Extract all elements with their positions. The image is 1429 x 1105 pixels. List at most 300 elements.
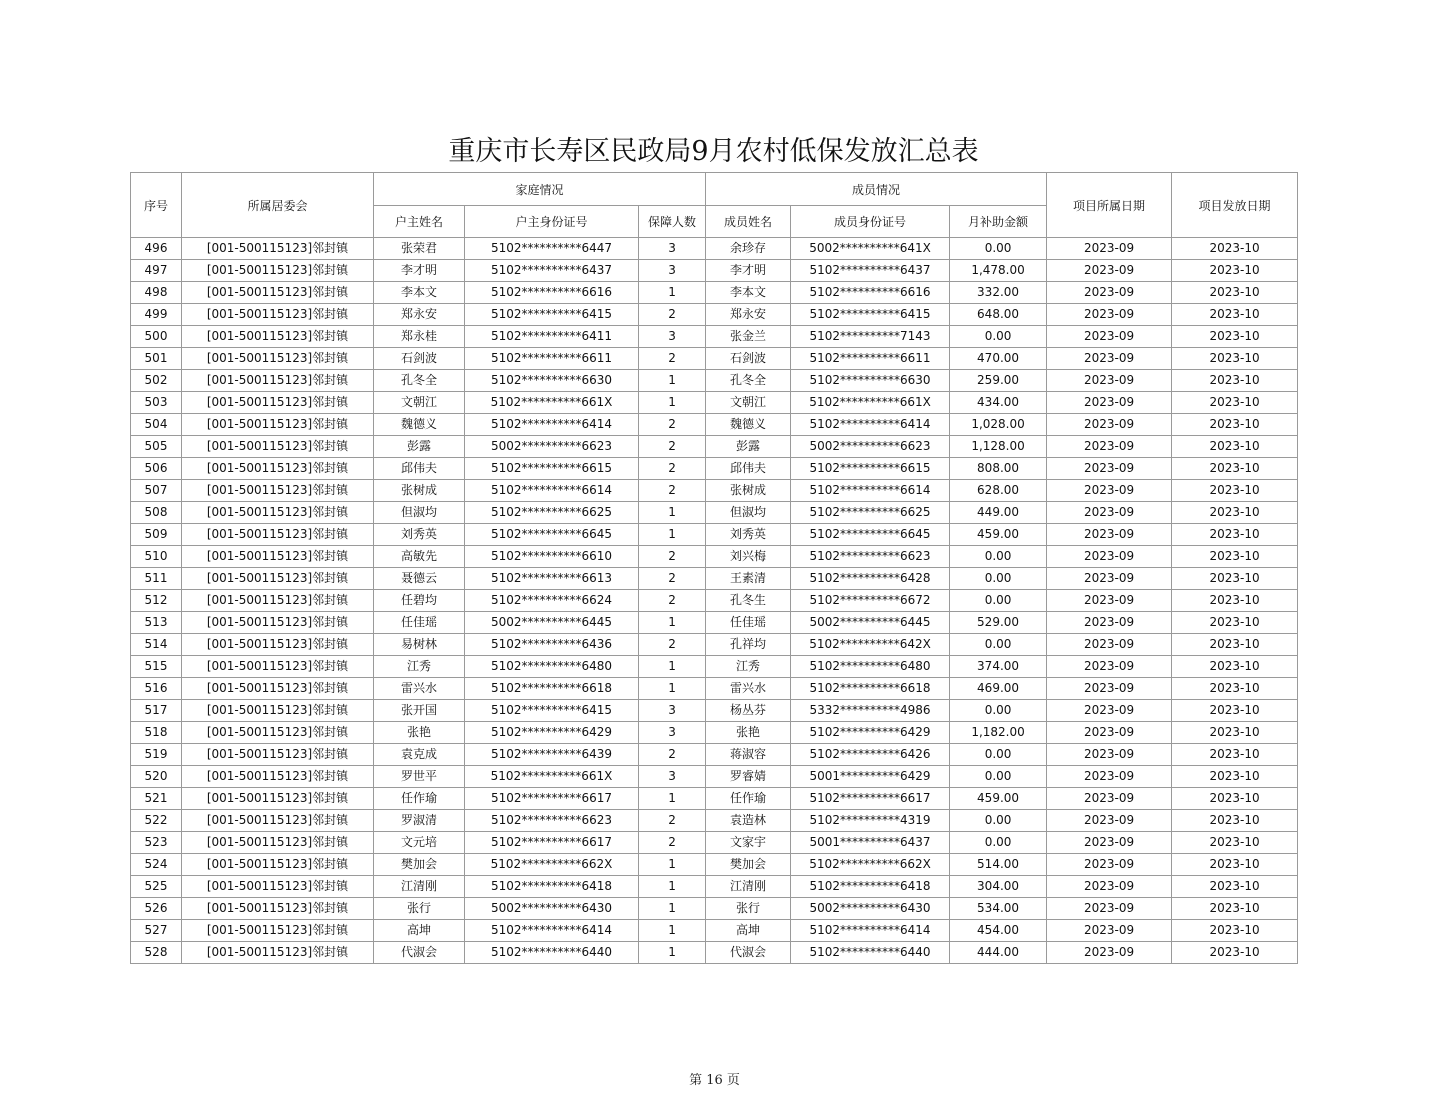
cell-seq: 520 — [131, 766, 182, 788]
table-row — [131, 414, 1298, 436]
cell-project-date: 2023-09 — [1047, 524, 1172, 546]
cell-member-name: 张艳 — [706, 722, 791, 744]
cell-seq: 511 — [131, 568, 182, 590]
cell-member-name: 任佳瑶 — [706, 612, 791, 634]
cell-committee: [001-500115123]邻封镇 — [182, 326, 374, 348]
cell-member-name: 王素清 — [706, 568, 791, 590]
cell-householder-name: 代淑会 — [374, 942, 465, 964]
table-row — [131, 920, 1298, 942]
cell-seq: 507 — [131, 480, 182, 502]
cell-covered-count: 2 — [639, 436, 706, 458]
cell-issue-date: 2023-10 — [1172, 656, 1298, 678]
cell-householder-name: 邱伟夫 — [374, 458, 465, 480]
cell-committee: [001-500115123]邻封镇 — [182, 678, 374, 700]
cell-householder-name: 文元培 — [374, 832, 465, 854]
cell-project-date: 2023-09 — [1047, 304, 1172, 326]
cell-householder-name: 任佳瑶 — [374, 612, 465, 634]
cell-monthly-amount: 0.00 — [950, 634, 1047, 656]
cell-issue-date: 2023-10 — [1172, 326, 1298, 348]
table-row — [131, 634, 1298, 656]
cell-covered-count: 3 — [639, 722, 706, 744]
table-row — [131, 568, 1298, 590]
header-seq: 序号 — [131, 173, 182, 238]
cell-covered-count: 1 — [639, 282, 706, 304]
cell-householder-name: 江秀 — [374, 656, 465, 678]
cell-member-id: 5102**********6480 — [791, 656, 950, 678]
cell-committee: [001-500115123]邻封镇 — [182, 590, 374, 612]
cell-project-date: 2023-09 — [1047, 348, 1172, 370]
cell-householder-name: 雷兴水 — [374, 678, 465, 700]
cell-monthly-amount: 0.00 — [950, 326, 1047, 348]
cell-householder-name: 江清刚 — [374, 876, 465, 898]
table-row — [131, 590, 1298, 612]
cell-seq: 503 — [131, 392, 182, 414]
cell-issue-date: 2023-10 — [1172, 348, 1298, 370]
cell-project-date: 2023-09 — [1047, 898, 1172, 920]
cell-project-date: 2023-09 — [1047, 414, 1172, 436]
cell-monthly-amount: 459.00 — [950, 788, 1047, 810]
cell-committee: [001-500115123]邻封镇 — [182, 524, 374, 546]
cell-member-id: 5102**********6429 — [791, 722, 950, 744]
cell-monthly-amount: 454.00 — [950, 920, 1047, 942]
cell-seq: 512 — [131, 590, 182, 612]
cell-member-id: 5102**********6415 — [791, 304, 950, 326]
cell-householder-id: 5102**********6645 — [465, 524, 639, 546]
cell-issue-date: 2023-10 — [1172, 744, 1298, 766]
cell-member-id: 5102**********6617 — [791, 788, 950, 810]
cell-issue-date: 2023-10 — [1172, 700, 1298, 722]
table-row — [131, 832, 1298, 854]
cell-householder-name: 张树成 — [374, 480, 465, 502]
cell-committee: [001-500115123]邻封镇 — [182, 788, 374, 810]
cell-member-name: 罗睿婧 — [706, 766, 791, 788]
cell-project-date: 2023-09 — [1047, 634, 1172, 656]
cell-monthly-amount: 529.00 — [950, 612, 1047, 634]
cell-monthly-amount: 449.00 — [950, 502, 1047, 524]
cell-issue-date: 2023-10 — [1172, 766, 1298, 788]
cell-seq: 501 — [131, 348, 182, 370]
cell-member-id: 5102**********6437 — [791, 260, 950, 282]
cell-monthly-amount: 470.00 — [950, 348, 1047, 370]
cell-seq: 523 — [131, 832, 182, 854]
cell-issue-date: 2023-10 — [1172, 260, 1298, 282]
cell-monthly-amount: 808.00 — [950, 458, 1047, 480]
table-row — [131, 656, 1298, 678]
cell-member-id: 5102**********6440 — [791, 942, 950, 964]
cell-seq: 527 — [131, 920, 182, 942]
cell-member-id: 5102**********6645 — [791, 524, 950, 546]
cell-householder-id: 5102**********6429 — [465, 722, 639, 744]
cell-seq: 505 — [131, 436, 182, 458]
cell-project-date: 2023-09 — [1047, 436, 1172, 458]
cell-issue-date: 2023-10 — [1172, 876, 1298, 898]
cell-householder-name: 石剑波 — [374, 348, 465, 370]
cell-householder-name: 张开国 — [374, 700, 465, 722]
cell-covered-count: 2 — [639, 744, 706, 766]
cell-householder-name: 易树林 — [374, 634, 465, 656]
cell-householder-name: 樊加会 — [374, 854, 465, 876]
cell-committee: [001-500115123]邻封镇 — [182, 810, 374, 832]
cell-monthly-amount: 648.00 — [950, 304, 1047, 326]
cell-issue-date: 2023-10 — [1172, 282, 1298, 304]
cell-monthly-amount: 0.00 — [950, 766, 1047, 788]
cell-covered-count: 1 — [639, 612, 706, 634]
cell-covered-count: 1 — [639, 678, 706, 700]
cell-member-id: 5001**********6429 — [791, 766, 950, 788]
cell-committee: [001-500115123]邻封镇 — [182, 480, 374, 502]
cell-issue-date: 2023-10 — [1172, 920, 1298, 942]
cell-householder-id: 5102**********6437 — [465, 260, 639, 282]
cell-committee: [001-500115123]邻封镇 — [182, 942, 374, 964]
cell-issue-date: 2023-10 — [1172, 304, 1298, 326]
header-project-date: 项目所属日期 — [1047, 173, 1172, 238]
cell-householder-id: 5102**********6611 — [465, 348, 639, 370]
cell-project-date: 2023-09 — [1047, 810, 1172, 832]
cell-seq: 509 — [131, 524, 182, 546]
cell-monthly-amount: 1,028.00 — [950, 414, 1047, 436]
table-row — [131, 612, 1298, 634]
cell-seq: 504 — [131, 414, 182, 436]
cell-project-date: 2023-09 — [1047, 700, 1172, 722]
cell-member-id: 5102**********6611 — [791, 348, 950, 370]
cell-member-name: 郑永安 — [706, 304, 791, 326]
cell-project-date: 2023-09 — [1047, 502, 1172, 524]
cell-issue-date: 2023-10 — [1172, 238, 1298, 260]
cell-member-name: 杨丛芬 — [706, 700, 791, 722]
cell-householder-name: 袁克成 — [374, 744, 465, 766]
cell-project-date: 2023-09 — [1047, 326, 1172, 348]
cell-covered-count: 2 — [639, 414, 706, 436]
cell-issue-date: 2023-10 — [1172, 590, 1298, 612]
cell-covered-count: 1 — [639, 854, 706, 876]
cell-member-id: 5001**********6437 — [791, 832, 950, 854]
cell-householder-id: 5102**********6630 — [465, 370, 639, 392]
cell-householder-name: 文朝江 — [374, 392, 465, 414]
cell-covered-count: 2 — [639, 304, 706, 326]
cell-member-id: 5102**********6615 — [791, 458, 950, 480]
cell-monthly-amount: 469.00 — [950, 678, 1047, 700]
cell-member-id: 5102**********6672 — [791, 590, 950, 612]
table-row — [131, 260, 1298, 282]
cell-member-id: 5102**********662X — [791, 854, 950, 876]
table-row — [131, 876, 1298, 898]
cell-seq: 514 — [131, 634, 182, 656]
cell-member-name: 蒋淑容 — [706, 744, 791, 766]
cell-householder-id: 5102**********6418 — [465, 876, 639, 898]
cell-member-name: 张树成 — [706, 480, 791, 502]
cell-covered-count: 2 — [639, 810, 706, 832]
cell-member-id: 5102**********6418 — [791, 876, 950, 898]
cell-householder-id: 5102**********6610 — [465, 546, 639, 568]
cell-member-name: 樊加会 — [706, 854, 791, 876]
cell-committee: [001-500115123]邻封镇 — [182, 458, 374, 480]
cell-householder-name: 刘秀英 — [374, 524, 465, 546]
cell-committee: [001-500115123]邻封镇 — [182, 700, 374, 722]
cell-householder-name: 郑永桂 — [374, 326, 465, 348]
cell-issue-date: 2023-10 — [1172, 832, 1298, 854]
cell-householder-name: 聂德云 — [374, 568, 465, 590]
cell-householder-id: 5102**********6617 — [465, 788, 639, 810]
cell-householder-id: 5102**********661X — [465, 766, 639, 788]
cell-householder-id: 5102**********6614 — [465, 480, 639, 502]
cell-monthly-amount: 514.00 — [950, 854, 1047, 876]
cell-covered-count: 1 — [639, 392, 706, 414]
cell-householder-id: 5002**********6623 — [465, 436, 639, 458]
cell-monthly-amount: 459.00 — [950, 524, 1047, 546]
cell-householder-name: 郑永安 — [374, 304, 465, 326]
cell-member-id: 5002**********641X — [791, 238, 950, 260]
header-member-id: 成员身份证号 — [791, 206, 950, 238]
cell-monthly-amount: 304.00 — [950, 876, 1047, 898]
cell-householder-id: 5102**********6440 — [465, 942, 639, 964]
cell-seq: 508 — [131, 502, 182, 524]
cell-householder-name: 罗淑清 — [374, 810, 465, 832]
cell-monthly-amount: 434.00 — [950, 392, 1047, 414]
header-member-name: 成员姓名 — [706, 206, 791, 238]
cell-householder-id: 5102**********662X — [465, 854, 639, 876]
cell-project-date: 2023-09 — [1047, 854, 1172, 876]
cell-covered-count: 3 — [639, 326, 706, 348]
table-body — [131, 238, 1298, 964]
cell-member-id: 5102**********6618 — [791, 678, 950, 700]
cell-member-name: 孔冬全 — [706, 370, 791, 392]
cell-issue-date: 2023-10 — [1172, 524, 1298, 546]
cell-seq: 518 — [131, 722, 182, 744]
cell-householder-name: 李才明 — [374, 260, 465, 282]
cell-covered-count: 3 — [639, 700, 706, 722]
table-row — [131, 392, 1298, 414]
cell-committee: [001-500115123]邻封镇 — [182, 656, 374, 678]
cell-project-date: 2023-09 — [1047, 568, 1172, 590]
table-row — [131, 282, 1298, 304]
cell-covered-count: 3 — [639, 766, 706, 788]
cell-committee: [001-500115123]邻封镇 — [182, 304, 374, 326]
cell-householder-name: 高敏先 — [374, 546, 465, 568]
cell-committee: [001-500115123]邻封镇 — [182, 766, 374, 788]
cell-monthly-amount: 0.00 — [950, 568, 1047, 590]
table-row — [131, 348, 1298, 370]
cell-member-id: 5002**********6430 — [791, 898, 950, 920]
cell-project-date: 2023-09 — [1047, 942, 1172, 964]
cell-monthly-amount: 1,182.00 — [950, 722, 1047, 744]
cell-issue-date: 2023-10 — [1172, 414, 1298, 436]
cell-member-name: 孔冬生 — [706, 590, 791, 612]
header-covered-count: 保障人数 — [639, 206, 706, 238]
header-family-group: 家庭情况 — [374, 173, 706, 206]
cell-member-id: 5002**********6623 — [791, 436, 950, 458]
cell-member-id: 5102**********4319 — [791, 810, 950, 832]
cell-committee: [001-500115123]邻封镇 — [182, 854, 374, 876]
cell-project-date: 2023-09 — [1047, 876, 1172, 898]
cell-project-date: 2023-09 — [1047, 392, 1172, 414]
cell-householder-id: 5102**********6414 — [465, 414, 639, 436]
cell-committee: [001-500115123]邻封镇 — [182, 546, 374, 568]
header-member-group: 成员情况 — [706, 173, 1047, 206]
table-row — [131, 854, 1298, 876]
page-title: 重庆市长寿区民政局9月农村低保发放汇总表 — [448, 136, 979, 167]
cell-covered-count: 2 — [639, 832, 706, 854]
cell-member-name: 代淑会 — [706, 942, 791, 964]
cell-member-name: 李本文 — [706, 282, 791, 304]
cell-issue-date: 2023-10 — [1172, 370, 1298, 392]
cell-covered-count: 1 — [639, 788, 706, 810]
cell-householder-id: 5102**********6415 — [465, 700, 639, 722]
header-committee: 所属居委会 — [182, 173, 374, 238]
cell-householder-id: 5102**********6414 — [465, 920, 639, 942]
cell-project-date: 2023-09 — [1047, 282, 1172, 304]
table-row — [131, 458, 1298, 480]
cell-project-date: 2023-09 — [1047, 788, 1172, 810]
cell-seq: 499 — [131, 304, 182, 326]
cell-monthly-amount: 628.00 — [950, 480, 1047, 502]
table-row — [131, 678, 1298, 700]
cell-member-name: 任作瑜 — [706, 788, 791, 810]
cell-issue-date: 2023-10 — [1172, 942, 1298, 964]
table-row — [131, 502, 1298, 524]
cell-seq: 513 — [131, 612, 182, 634]
cell-householder-id: 5002**********6430 — [465, 898, 639, 920]
table-row — [131, 546, 1298, 568]
cell-householder-name: 彭露 — [374, 436, 465, 458]
header-issue-date: 项目发放日期 — [1172, 173, 1298, 238]
cell-seq: 497 — [131, 260, 182, 282]
cell-committee: [001-500115123]邻封镇 — [182, 898, 374, 920]
cell-member-name: 彭露 — [706, 436, 791, 458]
table-row — [131, 238, 1298, 260]
cell-monthly-amount: 0.00 — [950, 744, 1047, 766]
cell-householder-id: 5102**********6447 — [465, 238, 639, 260]
cell-project-date: 2023-09 — [1047, 370, 1172, 392]
cell-householder-id: 5102**********6623 — [465, 810, 639, 832]
cell-householder-id: 5102**********6616 — [465, 282, 639, 304]
cell-householder-id: 5002**********6445 — [465, 612, 639, 634]
cell-issue-date: 2023-10 — [1172, 436, 1298, 458]
cell-committee: [001-500115123]邻封镇 — [182, 502, 374, 524]
cell-monthly-amount: 332.00 — [950, 282, 1047, 304]
table-row — [131, 766, 1298, 788]
cell-covered-count: 1 — [639, 370, 706, 392]
table-row — [131, 700, 1298, 722]
cell-seq: 525 — [131, 876, 182, 898]
cell-seq: 522 — [131, 810, 182, 832]
cell-covered-count: 2 — [639, 348, 706, 370]
cell-committee: [001-500115123]邻封镇 — [182, 876, 374, 898]
cell-monthly-amount: 444.00 — [950, 942, 1047, 964]
cell-monthly-amount: 0.00 — [950, 546, 1047, 568]
cell-covered-count: 1 — [639, 524, 706, 546]
cell-householder-id: 5102**********6617 — [465, 832, 639, 854]
cell-member-name: 张行 — [706, 898, 791, 920]
cell-committee: [001-500115123]邻封镇 — [182, 634, 374, 656]
cell-member-id: 5102**********6428 — [791, 568, 950, 590]
cell-member-name: 刘兴梅 — [706, 546, 791, 568]
cell-monthly-amount: 534.00 — [950, 898, 1047, 920]
cell-householder-id: 5102**********6415 — [465, 304, 639, 326]
cell-member-id: 5102**********7143 — [791, 326, 950, 348]
cell-committee: [001-500115123]邻封镇 — [182, 722, 374, 744]
cell-seq: 528 — [131, 942, 182, 964]
table-row — [131, 722, 1298, 744]
header-householder-name: 户主姓名 — [374, 206, 465, 238]
cell-covered-count: 1 — [639, 876, 706, 898]
cell-committee: [001-500115123]邻封镇 — [182, 392, 374, 414]
cell-member-name: 但淑均 — [706, 502, 791, 524]
cell-seq: 526 — [131, 898, 182, 920]
cell-project-date: 2023-09 — [1047, 458, 1172, 480]
cell-member-id: 5102**********6414 — [791, 414, 950, 436]
cell-issue-date: 2023-10 — [1172, 854, 1298, 876]
cell-committee: [001-500115123]邻封镇 — [182, 436, 374, 458]
cell-member-name: 文家宇 — [706, 832, 791, 854]
cell-householder-id: 5102**********661X — [465, 392, 639, 414]
cell-covered-count: 1 — [639, 502, 706, 524]
cell-member-name: 孔祥均 — [706, 634, 791, 656]
table-row — [131, 326, 1298, 348]
table-row — [131, 810, 1298, 832]
cell-committee: [001-500115123]邻封镇 — [182, 282, 374, 304]
cell-covered-count: 1 — [639, 942, 706, 964]
cell-member-name: 余珍存 — [706, 238, 791, 260]
cell-seq: 500 — [131, 326, 182, 348]
cell-householder-id: 5102**********6613 — [465, 568, 639, 590]
cell-householder-id: 5102**********6411 — [465, 326, 639, 348]
table-row — [131, 524, 1298, 546]
cell-householder-name: 张荣君 — [374, 238, 465, 260]
cell-seq: 516 — [131, 678, 182, 700]
cell-member-name: 袁造林 — [706, 810, 791, 832]
cell-member-id: 5002**********6445 — [791, 612, 950, 634]
cell-seq: 502 — [131, 370, 182, 392]
cell-householder-name: 魏德义 — [374, 414, 465, 436]
cell-committee: [001-500115123]邻封镇 — [182, 920, 374, 942]
cell-monthly-amount: 374.00 — [950, 656, 1047, 678]
cell-member-id: 5102**********6414 — [791, 920, 950, 942]
cell-seq: 515 — [131, 656, 182, 678]
cell-householder-name: 张艳 — [374, 722, 465, 744]
cell-monthly-amount: 259.00 — [950, 370, 1047, 392]
cell-project-date: 2023-09 — [1047, 832, 1172, 854]
cell-seq: 517 — [131, 700, 182, 722]
cell-householder-id: 5102**********6624 — [465, 590, 639, 612]
header-monthly-amount: 月补助金额 — [950, 206, 1047, 238]
cell-member-name: 魏德义 — [706, 414, 791, 436]
cell-committee: [001-500115123]邻封镇 — [182, 370, 374, 392]
cell-seq: 521 — [131, 788, 182, 810]
cell-covered-count: 2 — [639, 480, 706, 502]
cell-covered-count: 1 — [639, 920, 706, 942]
cell-covered-count: 3 — [639, 260, 706, 282]
cell-project-date: 2023-09 — [1047, 612, 1172, 634]
cell-monthly-amount: 0.00 — [950, 832, 1047, 854]
header-householder-id: 户主身份证号 — [465, 206, 639, 238]
cell-project-date: 2023-09 — [1047, 480, 1172, 502]
cell-issue-date: 2023-10 — [1172, 546, 1298, 568]
cell-member-id: 5102**********6426 — [791, 744, 950, 766]
table-header — [131, 173, 1298, 238]
cell-issue-date: 2023-10 — [1172, 392, 1298, 414]
table-row — [131, 788, 1298, 810]
cell-issue-date: 2023-10 — [1172, 898, 1298, 920]
cell-issue-date: 2023-10 — [1172, 480, 1298, 502]
cell-project-date: 2023-09 — [1047, 238, 1172, 260]
table-row — [131, 436, 1298, 458]
cell-member-name: 江清刚 — [706, 876, 791, 898]
cell-committee: [001-500115123]邻封镇 — [182, 744, 374, 766]
cell-project-date: 2023-09 — [1047, 744, 1172, 766]
cell-monthly-amount: 0.00 — [950, 590, 1047, 612]
cell-covered-count: 2 — [639, 590, 706, 612]
cell-monthly-amount: 0.00 — [950, 238, 1047, 260]
